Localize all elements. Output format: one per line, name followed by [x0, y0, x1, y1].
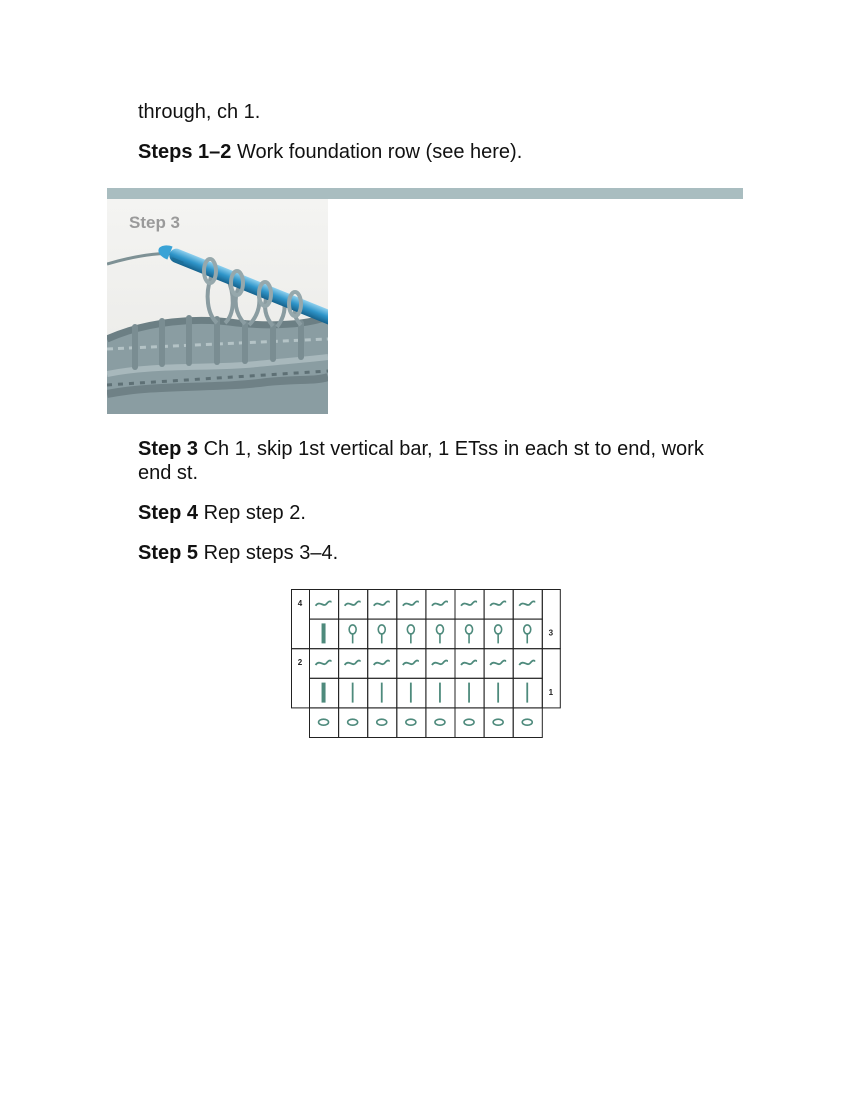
step-3-photo	[107, 199, 328, 414]
return-pass-symbol	[374, 661, 390, 666]
return-pass-symbol	[403, 601, 419, 606]
chain-symbol	[435, 719, 445, 725]
return-pass-symbol	[490, 661, 506, 666]
row-label-box-right	[542, 590, 560, 649]
chain-symbol	[406, 719, 416, 725]
return-pass-symbol	[461, 601, 477, 606]
chain-symbol	[319, 719, 329, 725]
return-pass-symbol	[432, 661, 448, 666]
chart-cell	[484, 708, 513, 738]
chain-symbol	[522, 719, 532, 725]
chain-symbol	[377, 719, 387, 725]
step-4-paragraph	[138, 501, 738, 525]
chain-symbol	[464, 719, 474, 725]
chart-cell	[513, 708, 542, 738]
loop-symbol	[407, 625, 414, 634]
photo-caption: Step 3	[129, 213, 181, 232]
steps-1-2-text: Work foundation row (see here).	[231, 141, 523, 163]
chain-symbol	[493, 719, 503, 725]
step-5-label: Step 5	[138, 542, 199, 564]
step-5-text: Rep steps 3–4.	[198, 542, 339, 564]
steps-1-2-label: Steps 1–2	[138, 141, 232, 163]
return-pass-symbol	[374, 601, 390, 606]
loop-symbol	[378, 625, 385, 634]
continued-text	[138, 100, 738, 124]
row-label-box-right	[542, 649, 560, 708]
step-4-text: Rep step 2.	[198, 502, 306, 524]
chart-cell	[368, 708, 397, 738]
return-pass-symbol	[519, 601, 535, 606]
chart-cell	[397, 708, 426, 738]
return-pass-symbol	[345, 661, 361, 666]
continued-line: through, ch 1.	[138, 101, 261, 123]
step-5-paragraph	[138, 541, 738, 565]
return-pass-symbol	[316, 661, 332, 666]
step-3-text: Ch 1, skip 1st vertical bar, 1 ETss in each st to end, work end st.	[138, 438, 704, 484]
loop-symbol	[495, 625, 502, 634]
edge-stitch-symbol	[322, 683, 326, 703]
return-pass-symbol	[345, 601, 361, 606]
stitch-chart-svg	[291, 589, 563, 741]
step-4-label: Step 4	[138, 502, 199, 524]
chain-symbol	[348, 719, 358, 725]
chart-cell	[310, 708, 339, 738]
return-pass-symbol	[490, 601, 506, 606]
loop-symbol	[349, 625, 356, 634]
loop-symbol	[436, 625, 443, 634]
return-pass-symbol	[461, 661, 477, 666]
step-3-label: Step 3	[138, 438, 199, 460]
row-label-left: 2	[297, 658, 303, 668]
stitch-chart	[291, 589, 563, 746]
step-3-paragraph	[138, 437, 738, 485]
row-label-right: 3	[548, 628, 554, 638]
return-pass-symbol	[403, 661, 419, 666]
section-divider	[107, 188, 743, 199]
steps-1-2-paragraph	[138, 140, 738, 164]
return-pass-symbol	[316, 601, 332, 606]
row-label-left: 4	[297, 599, 303, 608]
loop-symbol	[524, 625, 531, 634]
chart-cell	[426, 708, 455, 738]
chart-cell	[339, 708, 368, 738]
edge-stitch-symbol	[322, 623, 326, 643]
return-pass-symbol	[432, 601, 448, 606]
return-pass-symbol	[519, 661, 535, 666]
loop-symbol	[466, 625, 473, 634]
chart-cell	[455, 708, 484, 738]
row-label-right: 1	[548, 687, 554, 697]
